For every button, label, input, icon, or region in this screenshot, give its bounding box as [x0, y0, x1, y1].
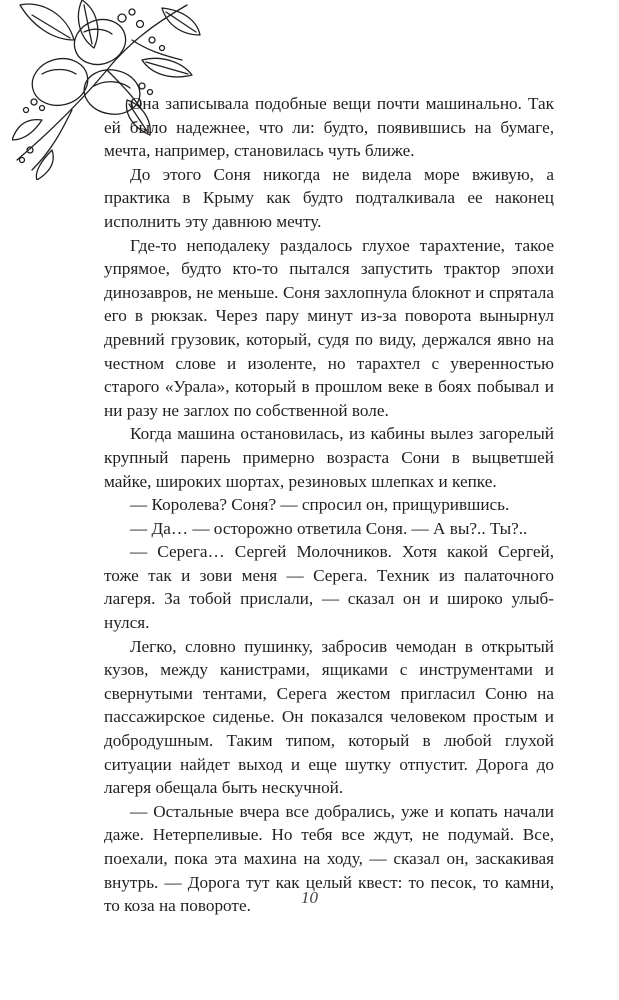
paragraph: — Остальные вчера все добрались, уже и копать начали даже. Нетерпеливые. Но тебя все ждут, не подумай. Все, поехали, пока эта махина на ходу, — сказал он, заскакивая внутрь. — Дорога тут как целый квест: то песок, то камни, то коза на повороте. — [104, 801, 554, 916]
body-text — [104, 92, 554, 918]
page-number: 10 — [301, 888, 318, 907]
paragraph: Когда машина остановилась, из кабины вылез загорелый крупный парень примерно возраста Сони в выцветшей майке, широких шортах, резиновых шлепках и кепке. — [104, 424, 554, 491]
paragraph: Где-то неподалеку раздалось глухое тарахтение, такое упрямое, будто кто-то пытался запустить трактор эпохи динозавров, не меньше. Соня захлопнула блокнот и спрятала его в рюкзак. Через пару минут из-за поворота вынырнул древний грузовик, который, судя по виду, держался явно на честном слове и изоленте, но тарахтел с уверенностью старого «Урала», который в прошлом веке в боях побывал и ни разу не заглох по собственной воле. — [104, 235, 554, 420]
paragraph: — Да… — осторожно ответила Соня. — А вы?.. Ты?.. — [130, 518, 528, 538]
paragraph: До этого Соня никогда не видела море вживую, а практика в Крыму как будто подталкивала ее наконец исполнить эту давнюю мечту. — [104, 164, 554, 231]
paragraph: Она записывала подобные вещи почти машинально. Так ей было надежнее, что ли: будто, появившись на бумаге, мечта, например, становилась чуть ближе. — [104, 94, 554, 161]
paragraph: — Королева? Соня? — спросил он, прищурившись. — [130, 495, 510, 515]
paragraph: Легко, словно пушинку, забросив чемодан в открытый кузов, между канистрами, ящиками с инструментами и свернутыми тентами, Серега жестом пригласил Соню на пассажирское сиденье. Он показался человеком простым и добродушным. Таким типом, который в любой глухой ситуации найдет выход и еще шутку отпустит. Дорога до лагеря обещала быть нескучной. — [104, 636, 554, 798]
paragraph: — Серега… Сергей Молочников. Хотя какой Сергей, тоже так и зови меня — Серега. Техник из палаточного лагеря. За тобой прислали, — сказал он и широко улыбнулся. — [104, 542, 554, 633]
